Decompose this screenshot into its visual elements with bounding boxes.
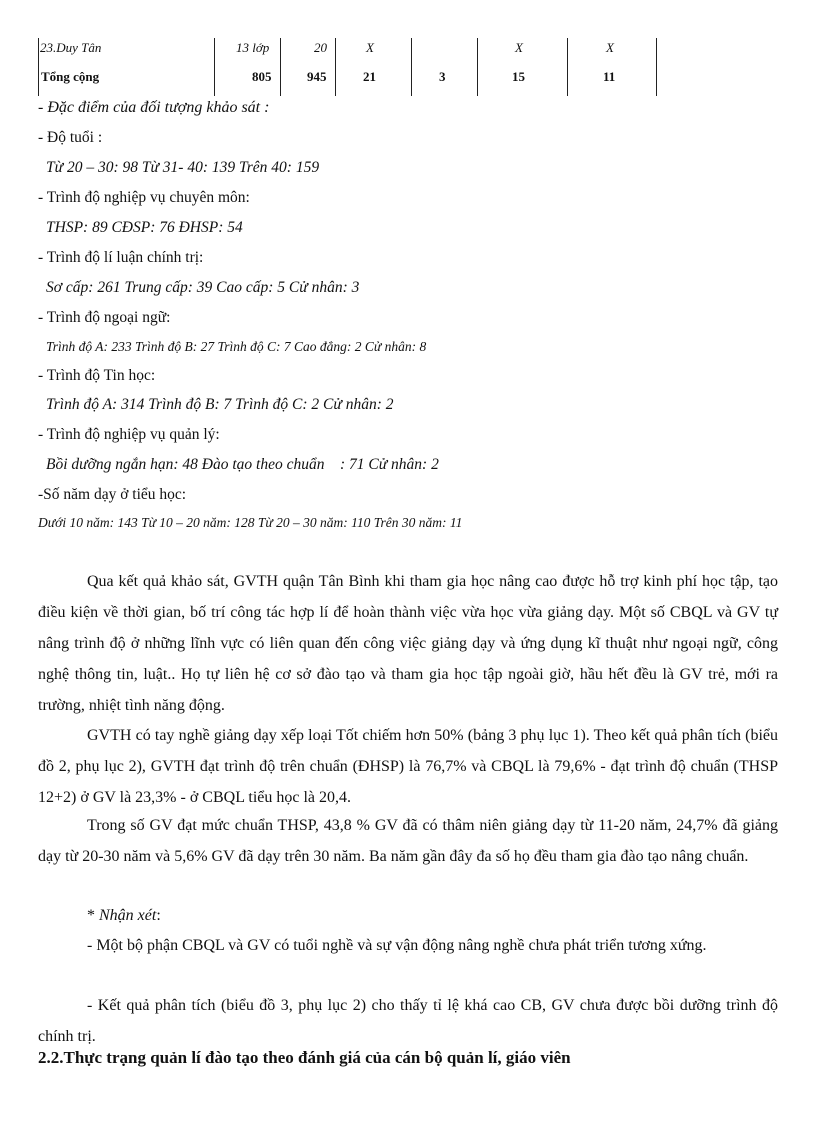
age-values: Từ 20 – 30: 98 Từ 31- 40: 139 Trên 40: 159 [46,159,320,176]
cell-classes: 13 lớp [236,40,270,55]
political-label: - Trình độ lí luận chính trị: [38,249,204,266]
survey-heading: - Đặc điểm của đối tượng khảo sát : [38,99,270,116]
cell-mark: X [515,40,523,55]
cell-school-name: 23.Duy Tân [40,40,102,55]
age-label: - Độ tuổi : [38,129,103,146]
table-left-border [38,38,39,96]
table-col-divider [567,38,568,96]
cell-mark: X [366,40,374,55]
management-values: Bồi dưỡng ngắn hạn: 48 Đào tạo theo chuẩn : 71 Cử nhân: 2 [46,456,439,473]
cell-total-count: 945 [307,69,327,84]
professional-label: - Trình độ nghiệp vụ chuyên môn: [38,189,250,206]
cell-mark: X [606,40,614,55]
cell-total-label: Tổng cộng [41,69,100,84]
management-label: - Trình độ nghiệp vụ quản lý: [38,426,220,443]
paragraph: Trong số GV đạt mức chuẩn THSP, 43,8 % GV đã có thâm niên giảng dạy từ 11-20 năm, 24,7% đã giảng dạy từ 20-30 năm và 5,6% GV đã dạy trên 30 năm. Ba năm gần đây đa số họ đều tham gia đào tạo nâng chuẩn. [38,817,778,865]
cell-total: 15 [512,69,525,84]
it-label: - Trình độ Tin học: [38,367,156,384]
table-col-divider [335,38,336,96]
professional-values: THSP: 89 CĐSP: 76 ĐHSP: 54 [46,219,243,236]
remark-item: - Kết quả phân tích (biểu đồ 3, phụ lục 2) cho thấy tỉ lệ khá cao CB, GV chưa được bồi dưỡng trình độ chính trị. [38,997,778,1045]
table-col-divider [411,38,412,96]
remark-heading [38,900,778,931]
cell-total: 21 [363,69,376,84]
cell-total: 11 [603,69,616,84]
remark-label: Nhận xét [99,907,157,924]
years-values: Dưới 10 năm: 143 Từ 10 – 20 năm: 128 Từ 20 – 30 năm: 110 Trên 30 năm: 11 [38,515,463,530]
language-label: - Trình độ ngoại ngữ: [38,309,171,326]
cell-total-classes: 805 [252,69,272,84]
paragraph: GVTH có tay nghề giảng dạy xếp loại Tốt chiếm hơn 50% (bảng 3 phụ lục 1). Theo kết quả phân tích (biểu đồ 2, phụ lục 2), GVTH đạt trình độ trên chuẩn (ĐHSP) là 76,7% và CBQL là 79,6% - đạt trình độ chuẩn (THSP 12+2) ở GV là 23,3% - ở CBQL tiểu học là 20,4. [38,727,778,806]
paragraph: Qua kết quả khảo sát, GVTH quận Tân Bình khi tham gia học nâng cao được hỗ trợ kinh phí học tập, tạo điều kiện về thời gian, bố trí công tác hợp lí để hoàn thành việc vừa học vừa giảng dạy. Một số CBQL và GV tự nâng trình độ ở những lĩnh vực có liên quan đến công việc giảng dạy và ứng dụng kĩ thuật như ngoại ngữ, công nghệ thông tin, luật.. Họ tự liên hệ cơ sở đào tạo và tham gia học tập ngoài giờ, hầu hết đều là GV trẻ, mới ra trường, nhiệt tình năng động. [38,573,778,714]
section-heading: 2.2.Thực trạng quản lí đào tạo theo đánh giá của cán bộ quản lí, giáo viên [38,1048,571,1067]
language-values: Trình độ A: 233 Trình độ B: 27 Trình độ C: 7 Cao đẳng: 2 Cử nhân: 8 [46,339,427,354]
cell-count: 20 [314,40,327,55]
table-col-divider [214,38,215,96]
remark-item: - Một bộ phận CBQL và GV có tuổi nghề và sự vận động nâng nghề chưa phát triển tương xứng. [87,937,707,954]
years-label: -Số năm dạy ở tiểu học: [38,486,187,503]
cell-total: 3 [439,69,446,84]
it-values: Trình độ A: 314 Trình độ B: 7 Trình độ C: 2 Cử nhân: 2 [46,396,394,413]
table-col-divider [477,38,478,96]
political-values: Sơ cấp: 261 Trung cấp: 39 Cao cấp: 5 Cử nhân: 3 [46,279,360,296]
remark-prefix: * [87,907,99,924]
remark-suffix: : [156,907,161,924]
table-col-divider [280,38,281,96]
table-right-border [656,38,657,96]
